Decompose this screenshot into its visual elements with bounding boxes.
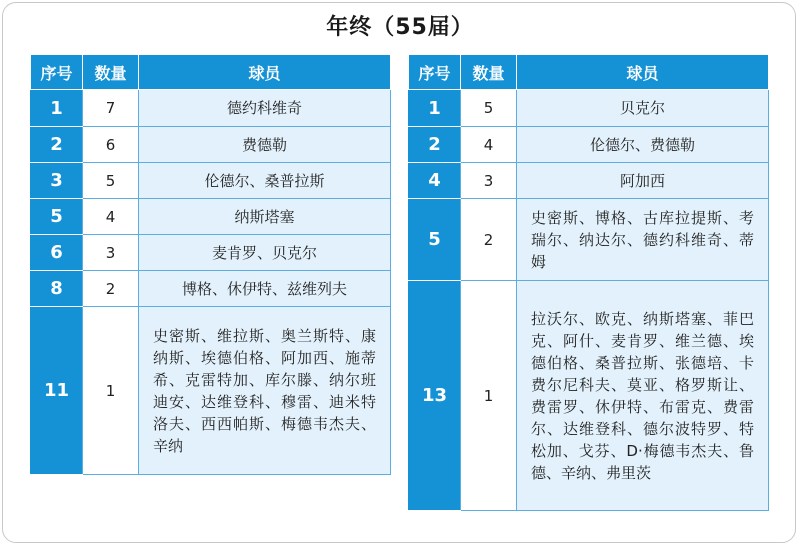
rank-cell: 8	[31, 271, 83, 307]
count-cell: 2	[83, 271, 139, 307]
page-title: 年终（55届）	[326, 15, 474, 40]
header-row	[31, 55, 391, 90]
header-rank: 序号	[31, 55, 83, 90]
rank-cell: 6	[31, 235, 83, 271]
header-players: 球员	[517, 55, 769, 90]
count-cell: 3	[83, 235, 139, 271]
table-row	[31, 127, 391, 163]
table-row	[31, 235, 391, 271]
rank-cell: 5	[31, 199, 83, 235]
table-row	[31, 90, 391, 127]
players-cell: 伦德尔、桑普拉斯	[139, 163, 391, 199]
count-cell: 1	[461, 281, 517, 511]
table-row	[409, 127, 769, 163]
rank-cell: 13	[409, 281, 461, 511]
table-row	[409, 163, 769, 199]
table-row	[31, 199, 391, 235]
rank-cell: 3	[31, 163, 83, 199]
count-cell: 5	[461, 90, 517, 127]
rank-cell: 1	[31, 90, 83, 127]
players-cell: 阿加西	[517, 163, 769, 199]
count-cell: 7	[83, 90, 139, 127]
header-count: 数量	[83, 55, 139, 90]
rank-cell: 5	[409, 199, 461, 281]
table-row	[31, 163, 391, 199]
players-cell: 纳斯塔塞	[139, 199, 391, 235]
count-cell: 5	[83, 163, 139, 199]
players-cell: 贝克尔	[517, 90, 769, 127]
left-table	[30, 54, 391, 475]
rank-cell: 11	[31, 307, 83, 475]
players-cell: 博格、休伊特、兹维列夫	[139, 271, 391, 307]
count-cell: 2	[461, 199, 517, 281]
table-row	[31, 307, 391, 475]
table-row	[409, 199, 769, 281]
table-row	[409, 90, 769, 127]
header-row	[409, 55, 769, 90]
players-cell: 伦德尔、费德勒	[517, 127, 769, 163]
count-cell: 4	[83, 199, 139, 235]
players-cell: 德约科维奇	[139, 90, 391, 127]
count-cell: 4	[461, 127, 517, 163]
count-cell: 1	[83, 307, 139, 475]
players-cell: 拉沃尔、欧克、纳斯塔塞、菲巴克、阿什、麦肯罗、维兰德、埃德伯格、桑普拉斯、张德培、卡费尔尼科夫、莫亚、格罗斯让、费雷罗、休伊特、布雷克、费雷尔、达维登科、德尔波特罗、特松加、戈芬、D·梅德韦杰夫、鲁德、辛纳、弗里茨	[517, 281, 769, 511]
count-cell: 3	[461, 163, 517, 199]
players-cell: 麦肯罗、贝克尔	[139, 235, 391, 271]
rank-cell: 2	[31, 127, 83, 163]
table-row	[31, 271, 391, 307]
players-cell: 史密斯、博格、古库拉提斯、考瑞尔、纳达尔、德约科维奇、蒂姆	[517, 199, 769, 281]
rank-cell: 1	[409, 90, 461, 127]
players-cell: 费德勒	[139, 127, 391, 163]
count-cell: 6	[83, 127, 139, 163]
table-row	[409, 281, 769, 511]
header-count: 数量	[461, 55, 517, 90]
rank-cell: 2	[409, 127, 461, 163]
right-table	[408, 54, 769, 511]
header-players: 球员	[139, 55, 391, 90]
players-cell: 史密斯、维拉斯、奥兰斯特、康纳斯、埃德伯格、阿加西、施蒂希、克雷特加、库尔滕、纳尔班迪安、达维登科、穆雷、迪米特洛夫、西西帕斯、梅德韦杰夫、辛纳	[139, 307, 391, 475]
rank-cell: 4	[409, 163, 461, 199]
header-rank: 序号	[409, 55, 461, 90]
